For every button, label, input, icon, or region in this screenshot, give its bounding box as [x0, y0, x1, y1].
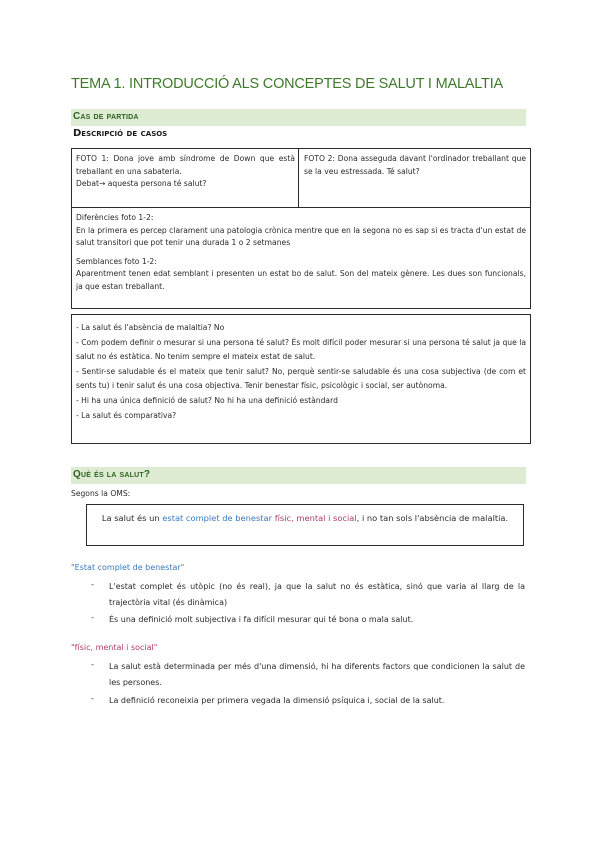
section-header-cas-de-partida [71, 109, 526, 126]
bullet-dash: - [91, 660, 94, 669]
definition-highlight-benestar: estat complet de benestar [162, 513, 273, 523]
definition-box [86, 504, 524, 546]
differences-text: En la primera es percep clarament una patologia crònica mentre que en la segona no es sap si es tracta d'un estat de salut transitori que pot tenir una durada 1 o 2 setmanes [76, 225, 526, 247]
bullet-item: L'estat complet és utòpic (no és real), ja que la salut no és estàtica, sinó que varia al llarg de la trajectòria vital (és dinàmica) [109, 582, 525, 607]
definition-part: , i no tan sols l'absència de malaltia. [356, 513, 509, 523]
bullet-item: La salut està determinada per més d'una dimensió, hi ha diferents factors que condicionen la salut de les persones. [109, 662, 525, 687]
oms-intro: Segons la OMS: [71, 489, 131, 498]
photos-table [71, 148, 531, 208]
similarities-text: Aparentment tenen edat semblant i presenten un estat bo de salut. Son del mateix gènere. Les dues son funcionals, ja que estan treballant. [76, 269, 526, 291]
photo1-cell [72, 150, 299, 194]
question-item: - Com podem definir o mesurar si una persona té salut? És molt difícil poder mesurar si una persona té salut ja que la salut no és estàtica. No tenim sempre el mateix estat de salut. [76, 337, 526, 362]
bullet-item: La definició reconeixia per primera vegada la dimensió psíquica i, social de la salut. [109, 696, 445, 705]
section-header-que-es-la-salut [71, 467, 526, 484]
differences-label: Diferències foto 1-2: [76, 213, 154, 222]
similarities-label: Semblances foto 1-2: [76, 256, 157, 266]
subheading: Descripció de casos [73, 128, 168, 139]
page-title: TEMA 1. INTRODUCCIÓ ALS CONCEPTES DE SALUT I MALALTIA [71, 76, 504, 92]
section-heading: Què és la salut? [73, 469, 151, 480]
questions-list [72, 318, 530, 426]
comparison-box [71, 207, 531, 309]
definition-highlight-dimensions: físic, mental i social [274, 513, 357, 523]
photo2-cell: FOTO 2: Dona asseguda davant l'ordinador treballant que se la veu estressada. Té salut? [304, 154, 526, 176]
questions-box [71, 314, 531, 444]
photo1-description: FOTO 1: Dona jove amb síndrome de Down que està treballant en una sabateria. [76, 154, 295, 176]
question-item: - Sentir-se saludable és el mateix que tenir salut? No, perquè sentir-se saludable és una cosa subjectiva (de com et sents tu) i tenir salut és una cosa objectiva. Tenir benestar físic, psicològic i social, ser autònoma. [76, 366, 526, 391]
question-item: - La salut és l'absència de malaltia? No [76, 323, 225, 332]
bullet-dash: - [91, 694, 94, 703]
definition-part: La salut és un [101, 513, 163, 523]
photo1-debate: Debat→ aquesta persona té salut? [76, 179, 207, 188]
question-item: - Hi ha una única definició de salut? No hi ha una definició estàndard [76, 395, 338, 405]
bullet-dash: - [91, 580, 94, 589]
subsection-title-benestar: "Estat complet de benestar" [71, 563, 185, 572]
comparison-content [72, 209, 530, 296]
bullet-item: És una definició molt subjectiva i fa difícil mesurar qui té bona o mala salut. [109, 615, 414, 624]
bullet-dash: - [91, 613, 94, 622]
question-item: - La salut és comparativa? [76, 410, 177, 420]
section-heading: Cas de partida [73, 111, 139, 122]
subsection-title-dimensions: "físic, mental i social" [71, 643, 158, 652]
